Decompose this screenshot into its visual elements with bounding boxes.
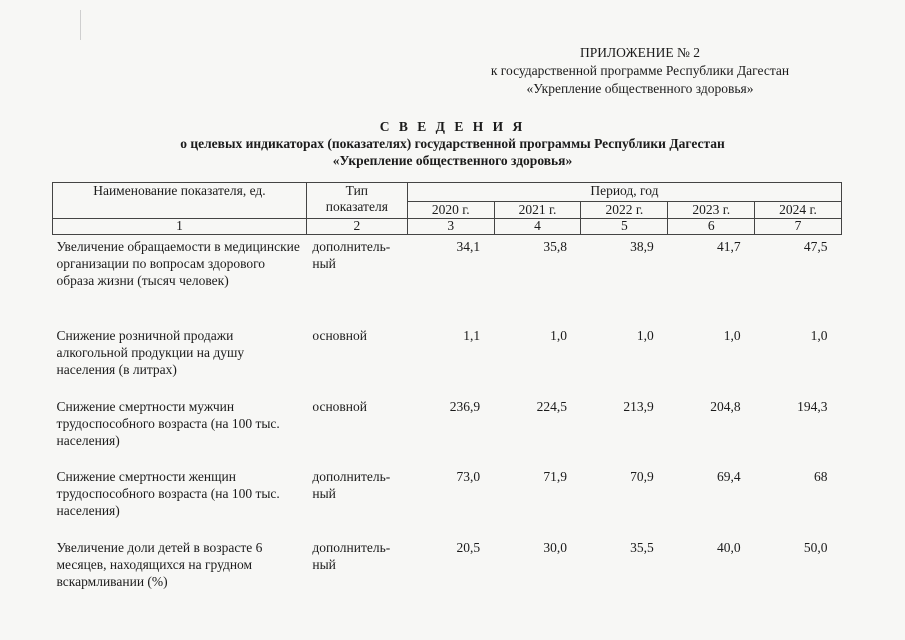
value-2024: 68 (814, 469, 828, 484)
column-number: 4 (494, 219, 581, 235)
value-2024: 47,5 (803, 239, 828, 254)
value-2024: 1,0 (810, 328, 828, 343)
indicator-name: Снижение смертности женщин трудоспособного возраста (на 100 тыс. населения) (56, 469, 280, 518)
value-2021: 35,8 (543, 239, 567, 254)
heading-subtitle: о целевых индикаторах (показателях) государственной программы Республики Дагестан (180, 136, 725, 151)
indicator-name: Увеличение обращаемости в медицинские организации по вопросам здорового образа жизни (тысяч человек) (56, 239, 300, 288)
value-2020: 1,1 (463, 328, 481, 343)
heading-title: С В Е Д Е Н И Я (379, 119, 526, 134)
header-year: 2023 г. (668, 202, 755, 219)
value-2022: 38,9 (630, 239, 654, 254)
value-2021: 224,5 (536, 399, 567, 414)
indicator-type: дополнитель-ный (312, 540, 391, 572)
appendix-program: к государственной программе Республики Дагестан (490, 63, 790, 78)
value-2023: 40,0 (716, 540, 741, 555)
appendix-header (460, 44, 820, 98)
indicator-name: Снижение смертности мужчин трудоспособного возраста (на 100 тыс. населения) (56, 399, 280, 448)
table-row (53, 395, 842, 465)
value-2021: 1,0 (550, 328, 567, 343)
indicator-name: Увеличение доли детей в возрасте 6 месяцев, находящихся на грудном вскармливании (%) (56, 540, 263, 589)
column-number: 1 (53, 219, 307, 235)
header-year: 2022 г. (581, 202, 668, 219)
header-indicator-type (306, 183, 407, 219)
column-number: 6 (668, 219, 755, 235)
heading-program-title: «Укрепление общественного здоровья» (332, 153, 573, 168)
header-type-line2: показателя (325, 199, 388, 214)
value-2024: 50,0 (803, 540, 828, 555)
header-indicator-name: Наименование показателя, ед. (53, 183, 307, 219)
indicators-table (52, 182, 842, 599)
table-row (53, 235, 842, 325)
indicator-name: Снижение розничной продажи алкогольной продукции на душу населения (в литрах) (56, 328, 245, 377)
value-2020: 34,1 (456, 239, 481, 254)
column-number: 2 (306, 219, 407, 235)
value-2020: 236,9 (449, 399, 481, 414)
appendix-program-title: «Укрепление общественного здоровья» (526, 81, 754, 96)
indicator-type: дополнитель-ный (312, 469, 391, 501)
value-2023: 69,4 (716, 469, 741, 484)
value-2020: 73,0 (456, 469, 481, 484)
value-2023: 1,0 (723, 328, 741, 343)
value-2021: 30,0 (543, 540, 567, 555)
table-row (53, 536, 842, 599)
indicator-type: основной (312, 328, 368, 343)
value-2022: 213,9 (623, 399, 654, 414)
table-row (53, 465, 842, 536)
header-type-line1: Тип (345, 183, 369, 198)
value-2022: 70,9 (630, 469, 654, 484)
table-row (53, 324, 842, 395)
indicator-type: основной (312, 399, 368, 414)
document-heading (0, 118, 905, 169)
column-number: 3 (407, 219, 494, 235)
scan-artifact (80, 10, 81, 40)
column-number: 5 (581, 219, 668, 235)
header-period: Период, год (407, 183, 841, 202)
value-2021: 71,9 (543, 469, 567, 484)
header-year: 2020 г. (407, 202, 494, 219)
value-2023: 41,7 (716, 239, 741, 254)
value-2020: 20,5 (456, 540, 481, 555)
value-2022: 1,0 (636, 328, 654, 343)
column-number: 7 (755, 219, 842, 235)
header-year: 2024 г. (755, 202, 842, 219)
value-2023: 204,8 (710, 399, 741, 414)
indicator-type: дополнитель-ный (312, 239, 391, 271)
value-2024: 194,3 (797, 399, 828, 414)
header-year: 2021 г. (494, 202, 581, 219)
value-2022: 35,5 (630, 540, 654, 555)
appendix-number: ПРИЛОЖЕНИЕ № 2 (579, 45, 701, 60)
